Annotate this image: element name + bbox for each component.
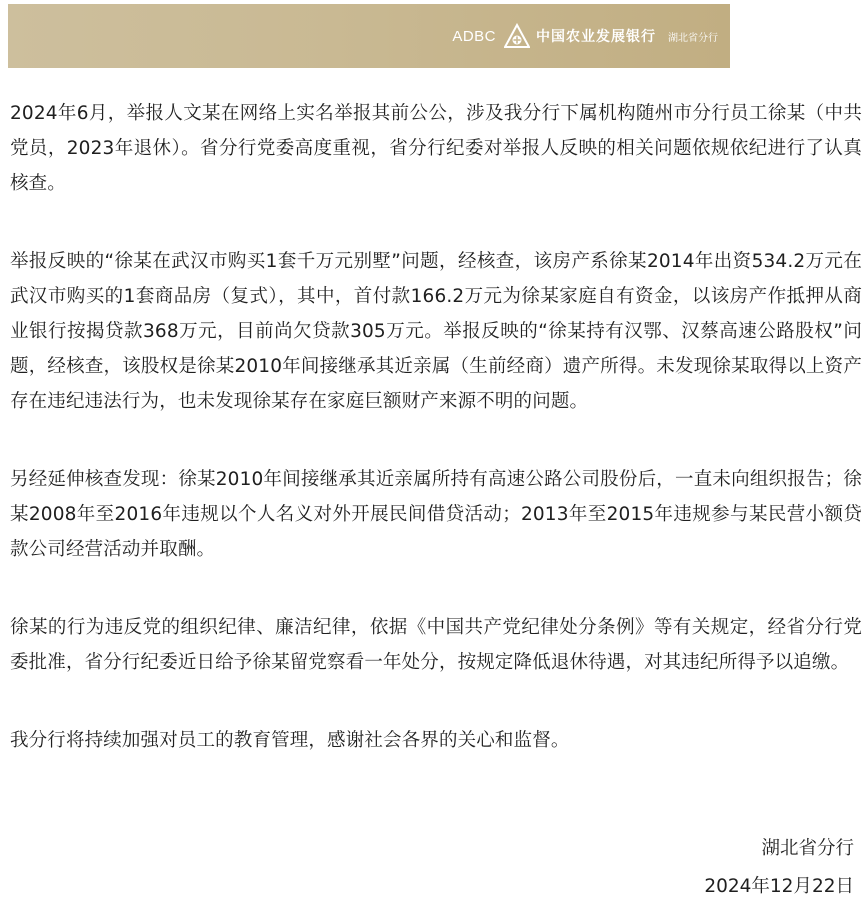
bank-abbreviation: ADBC xyxy=(452,27,496,45)
signature-organization: 湖北省分行 xyxy=(761,838,854,859)
branch-name: 湖北省分行 xyxy=(668,32,718,44)
announcement-body xyxy=(10,96,862,801)
paragraph-verification-findings: 举报反映的“徐某在武汉市购买1套千万元别墅”问题，经核查，该房产系徐某2014年出资534.2万元在武汉市购买的1套商品房（复式），其中，首付款166.2万元为徐某家庭自有资金，以该房产作抵押从商业银行按揭贷款368万元，目前尚欠贷款305万元。举报反映的“徐某持有汉鄂、汉蔡高速公路股权”问题，经核查，该股权是徐某2010年间接继承其近亲属（生前经商）遗产所得。未发现徐某取得以上资产存在违纪违法行为，也未发现徐某存在家庭巨额财产来源不明的问题。 xyxy=(10,251,862,412)
adbc-logo-icon xyxy=(504,23,530,49)
signature-date: 2024年12月22日 xyxy=(704,876,854,897)
bank-name: 中国农业发展银行 xyxy=(536,29,656,45)
paragraph-disciplinary-action: 徐某的行为违反党的组织纪律、廉洁纪律，依据《中国共产党纪律处分条例》等有关规定，经省分行党委批准，省分行纪委近日给予徐某留党察看一年处分，按规定降低退休待遇，对其违纪所得予以追缴。 xyxy=(10,617,862,673)
bank-logo xyxy=(452,23,718,49)
paragraph-extended-findings: 另经延伸核查发现：徐某2010年间接继承其近亲属所持有高速公路公司股份后，一直未向组织报告；徐某2008年至2016年违规以个人名义对外开展民间借贷活动；2013年至2015年违规参与某民营小额贷款公司经营活动并取酬。 xyxy=(10,469,862,560)
paragraph-closing-statement: 我分行将持续加强对员工的教育管理，感谢社会各界的关心和监督。 xyxy=(10,730,570,751)
header-banner xyxy=(8,4,730,68)
paragraph-report-intro: 2024年6月，举报人文某在网络上实名举报其前公公，涉及我分行下属机构随州市分行员工徐某（中共党员，2023年退休）。省分行党委高度重视，省分行纪委对举报人反映的相关问题依规依纪进行了认真核查。 xyxy=(10,103,862,194)
